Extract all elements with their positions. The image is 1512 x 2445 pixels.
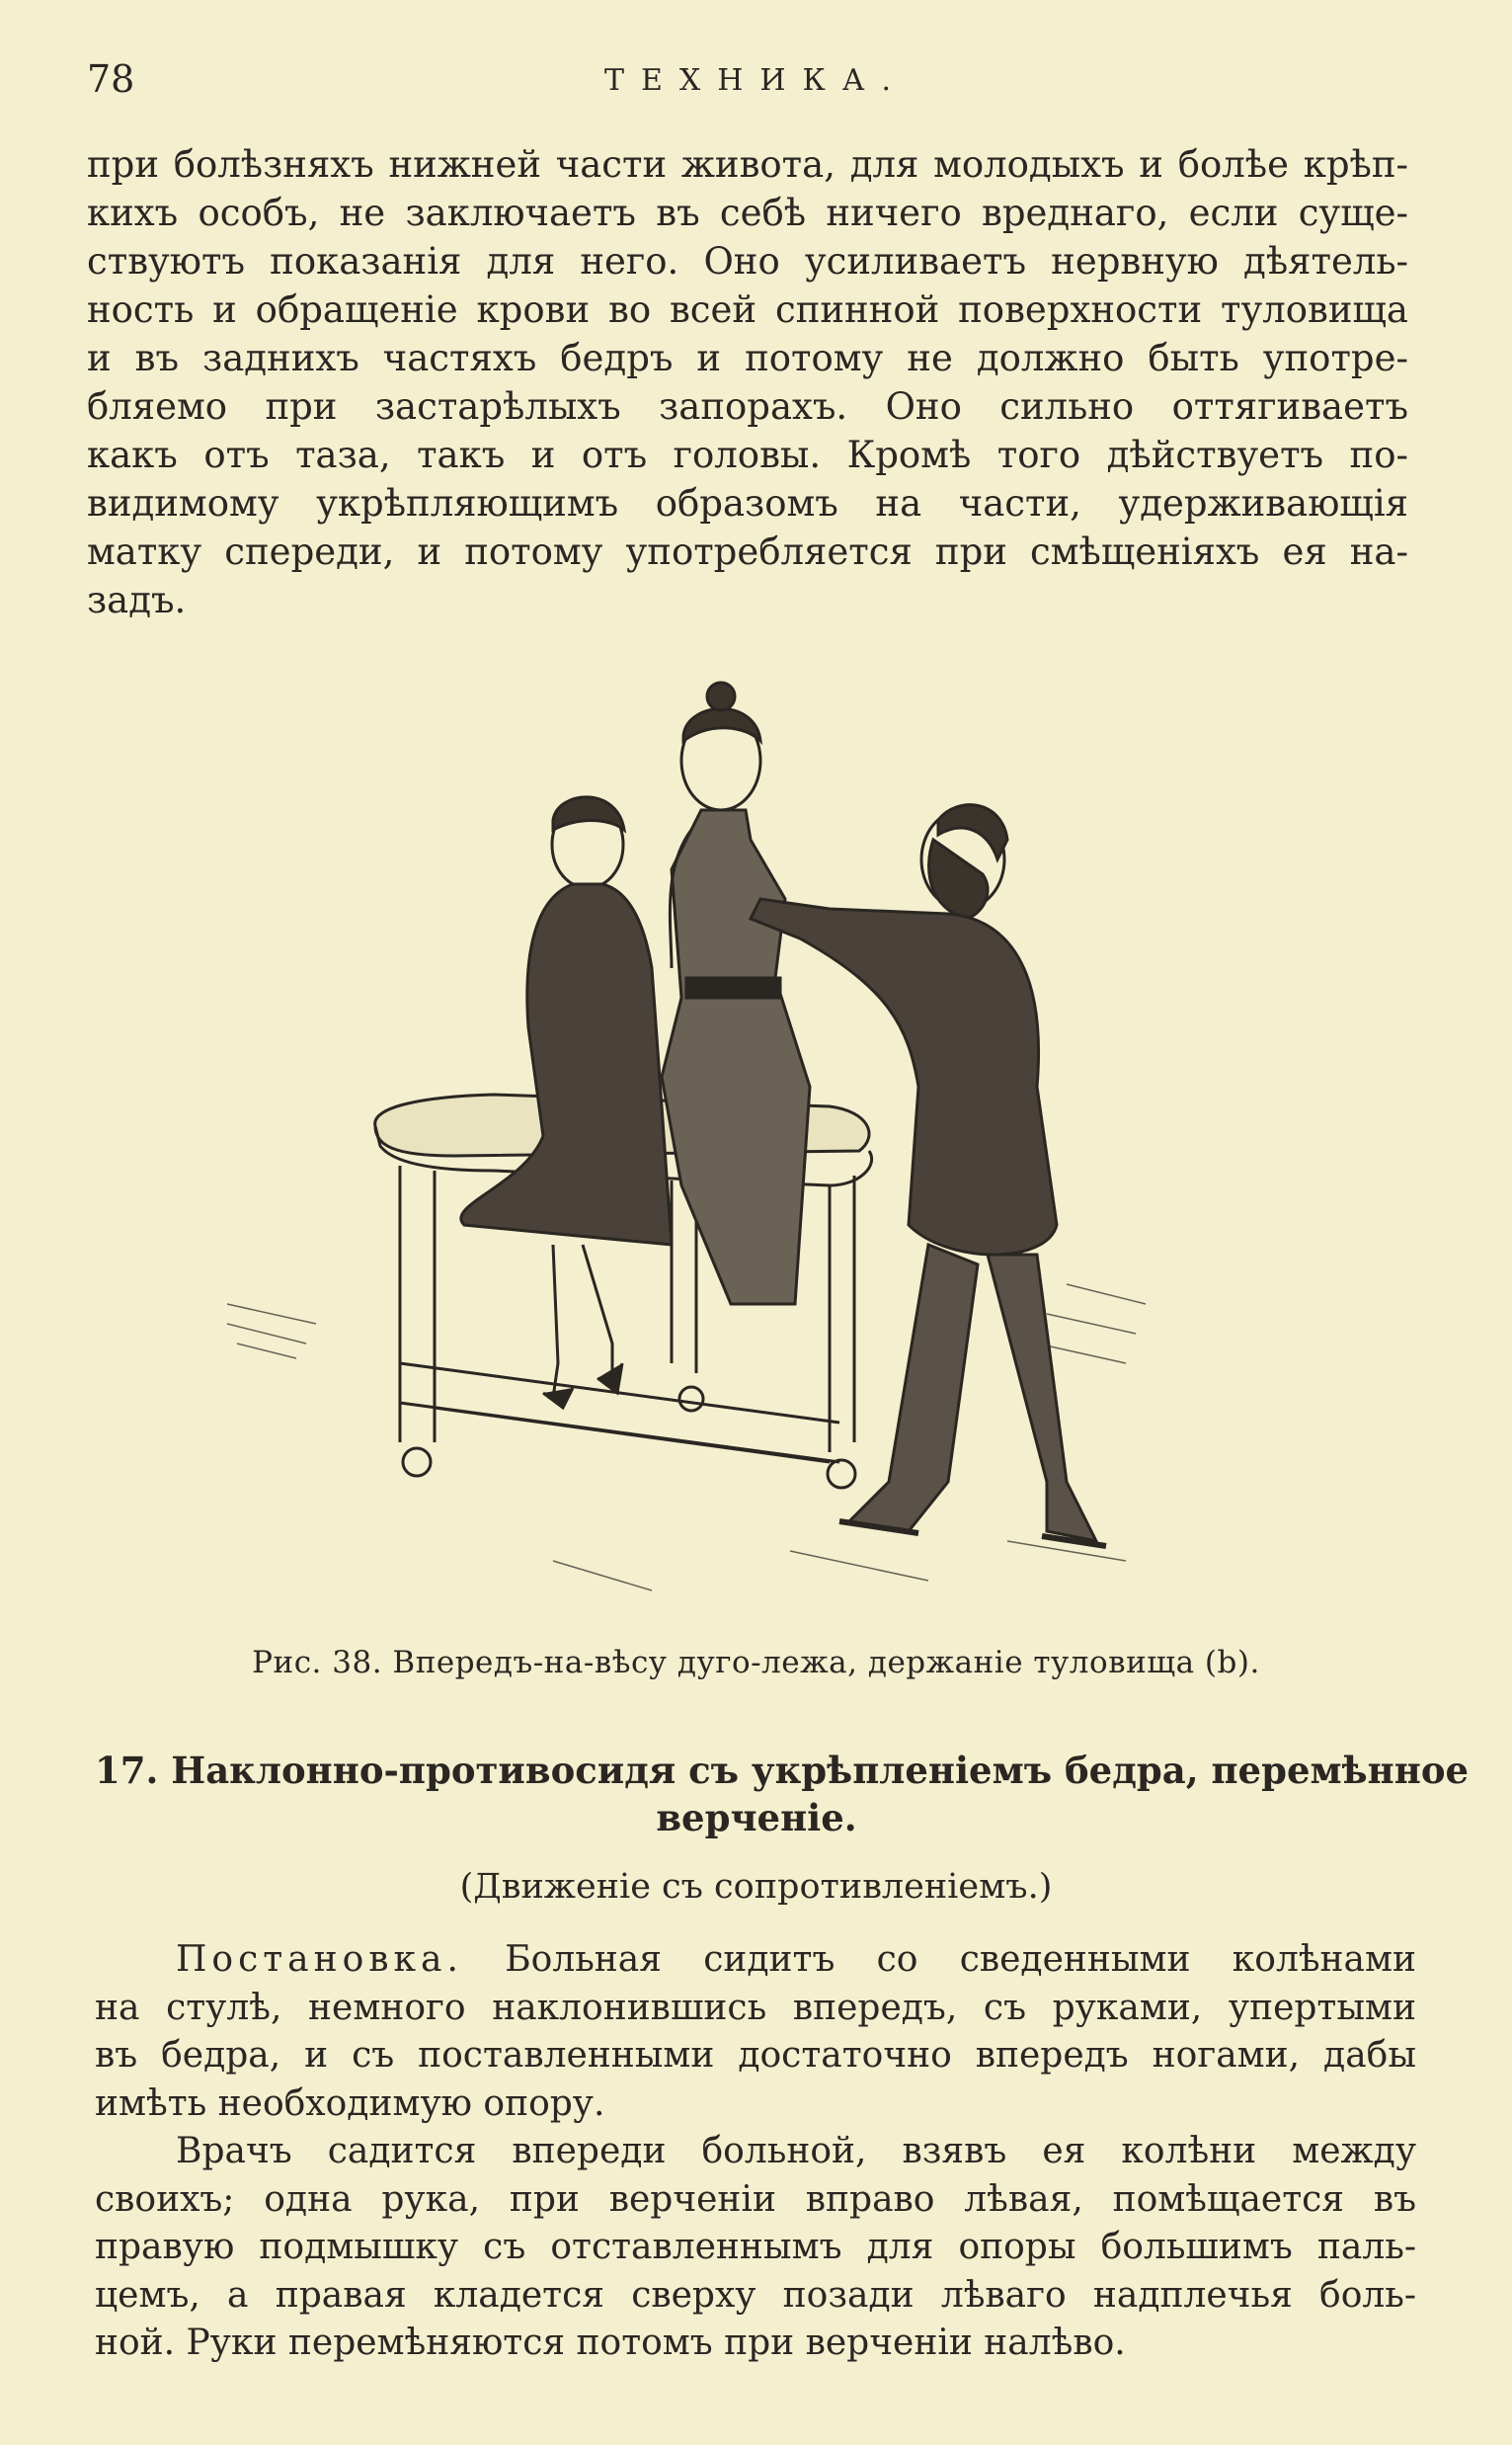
text-line: цемъ, а правая кладется сверху позади лѣваго надплечья боль-	[95, 2274, 1416, 2316]
text-line: кихъ особъ, не заключаетъ въ себѣ ничего вреднаго, если суще-	[87, 192, 1408, 234]
text-line: матку спереди, и потому употребляется при смѣщеніяхъ ея на-	[87, 530, 1408, 573]
page-number: 78	[87, 57, 135, 101]
text-line: бляемо при застарѣлыхъ запорахъ. Оно сильно оттягиваетъ	[87, 385, 1408, 428]
text-line: и въ заднихъ частяхъ бедръ и потому не должно быть употре-	[87, 337, 1408, 379]
text-line: задъ.	[87, 579, 187, 621]
running-title: ТЕХНИКА.	[603, 63, 909, 98]
section-body	[95, 1936, 1416, 2368]
standing-woman	[662, 683, 810, 1304]
text-line: имѣть необходимую опору.	[95, 2082, 605, 2124]
section-subheading: (Движеніе съ сопротивленіемъ.)	[459, 1867, 1053, 1907]
text-line: правую подмышку съ отставленнымъ для опоры большимъ паль-	[95, 2227, 1416, 2267]
text-line: при болѣзняхъ нижней части живота, для молодыхъ и болѣе крѣп-	[87, 143, 1408, 186]
section-heading	[95, 1747, 1470, 1841]
text-line: на стулѣ, немного наклонившись впередъ, съ руками, упертыми	[95, 1987, 1416, 2028]
paragraph-top	[87, 140, 1408, 624]
heading-line: верченіе.	[656, 1796, 857, 1839]
text-line: ствуютъ показанія для него. Оно усиливаетъ нервную дѣятель-	[87, 240, 1408, 283]
text-line: ной. Руки перемѣняются потомъ при верченіи налѣво.	[95, 2323, 1126, 2363]
text-fragment: Больная сидитъ со сведенными колѣнами	[462, 1939, 1416, 1980]
text-line: своихъ; одна рука, при верченіи вправо лѣвая, помѣщается въ	[95, 2178, 1416, 2220]
figure-illustration	[198, 672, 1205, 1620]
figure-caption: Рис. 38. Впередъ-на-вѣсу дуго-лежа, держаніе туловища (b).	[252, 1645, 1260, 1680]
text-line	[95, 1936, 1416, 1985]
text-line: видимому укрѣпляющимъ образомъ на части, удерживающія	[87, 482, 1408, 525]
text-line: въ бедра, и съ поставленными достаточно впередъ ногами, дабы	[95, 2035, 1416, 2076]
lead-word: Постановка.	[176, 1939, 463, 1980]
heading-line: 17. Наклонно-противосидя съ укрѣпленіемъ бедра, перемѣнное	[95, 1749, 1470, 1792]
text-line: какъ отъ таза, такъ и отъ головы. Кромѣ того дѣйствуетъ по-	[87, 434, 1408, 476]
text-line: ность и обращеніе крови во всей спинной поверхности туловища	[87, 288, 1408, 331]
text-line: Врачъ садится впереди больной, взявъ ея колѣни между	[176, 2131, 1416, 2171]
